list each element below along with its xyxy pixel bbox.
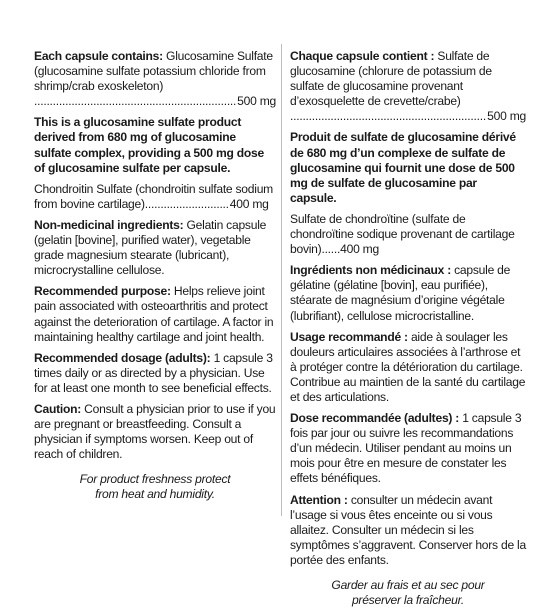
glucosamine-dose-line	[290, 109, 526, 124]
chondroitin-amount: 400 mg	[340, 242, 379, 257]
glucosamine-amount: 500 mg	[487, 109, 526, 124]
chondroitin-en: Chondroitin Sulfate (chondroitin sulfate sodium from bovine cartilage)...........................400 mg	[34, 181, 274, 211]
product-statement-en: This is a glucosamine sulfate product derived from 680 mg of glucosamine sulfate complex, providing a 500 mg dose of glucosamine sulfate per capsule.	[34, 115, 264, 175]
dosage-label: Dose recommandée (adultes) :	[290, 411, 460, 426]
english-column	[34, 49, 276, 503]
glucosamine-amount: 500 mg	[237, 94, 276, 109]
caution-fr: Attention : consulter un médecin avant l’usage si vous êtes enceinte ou si vous allaitez. Consulter un médecin si les symptômes s’aggravent. Conserver hors de la portée des enfants.	[290, 492, 526, 567]
caution-en: Caution: Consult a physician prior to use if you are pregnant or breastfeeding. Consult a physician if symptoms worsen. Keep out of reach of children.	[34, 401, 276, 462]
contains-text: Each capsule contains: Glucosamine Sulfate (glucosamine sulfate potassium chloride from shrimp/crab exoskeleton)	[34, 49, 273, 94]
caution-label: Attention :	[290, 492, 348, 507]
chondroitin-amount: 400 mg	[229, 196, 269, 211]
contains-text: Chaque capsule contient : Sulfate de glucosamine (chlorure de potassium de sulfate de glucosamine provenant d’exosquelette de crevette/crabe)	[290, 49, 492, 109]
nonmed-label: Non-medicinal ingredients:	[34, 217, 184, 232]
caution-label: Caution:	[34, 401, 82, 416]
purpose-label: Usage recommandé :	[290, 329, 408, 344]
medicinal-ingredients-en	[34, 49, 276, 109]
chondroitin-text: Sulfate de chondroïtine (sulfate de chondroïtine sodique provenant de cartilage bovin)	[290, 211, 515, 257]
dosage-label: Recommended dosage (adults):	[34, 350, 211, 365]
dosage-en: Recommended dosage (adults): 1 capsule 3 times daily or as directed by a physician. Use for at least one month to see beneficial effects.	[34, 350, 273, 395]
purpose-fr: Usage recommandé : aide à soulager les douleurs articulaires associées à l’arthrose et à protéger contre la détérioration du cartilage. Contribue au maintien de la santé du cartilage et des articulations.	[290, 329, 526, 404]
glucosamine-dose-line	[34, 94, 276, 109]
chondroitin-fr: Sulfate de chondroïtine (sulfate de chondroïtine sodique provenant de cartilage bovin)......400 mg	[290, 211, 515, 257]
nonmed-label: Ingrédients non médicinaux :	[290, 263, 451, 278]
product-statement-fr: Produit de sulfate de glucosamine dérivé de 680 mg d’un complexe de sulfate de glucosamine qui fournit une dose de 500 mg de sulfate de glucosamine par capsule.	[290, 130, 516, 205]
chondroitin-text: Chondroitin Sulfate (chondroitin sulfate sodium from bovine cartilage)	[34, 181, 274, 211]
purpose-label: Recommended purpose:	[34, 284, 171, 299]
contains-label: Each capsule contains:	[34, 49, 163, 63]
contains-label: Chaque capsule contient :	[290, 49, 435, 63]
storage-note-en: For product freshness protect from heat and humidity.	[79, 472, 231, 502]
purpose-en: Recommended purpose: Helps relieve joint pain associated with osteoarthritis and protect against the deterioration of cartilage. A factor in maintaining healthy cartilage and joint health.	[34, 284, 274, 344]
storage-note-fr: Garder au frais et au sec pour préserver la fraîcheur.	[331, 578, 485, 608]
nonmedicinal-en: Non-medicinal ingredients: Gelatin capsule (gelatin [bovine], purified water), vegetable grade magnesium stearate (lubricant), microcrystalline cellulose.	[34, 217, 267, 278]
column-divider	[281, 44, 282, 516]
medicinal-ingredients-fr	[290, 49, 526, 124]
french-column	[290, 49, 526, 608]
nonmedicinal-fr: Ingrédients non médicinaux : capsule de gélatine (gélatine [bovin], eau purifiée), stéarate de magnésium d’origine végétale (lubrifiant), cellulose microcristalline.	[290, 263, 511, 323]
dosage-fr: Dose recommandée (adultes) : 1 capsule 3 fois par jour ou suivre les recommandations d’un médecin. Utiliser pendant au moins un mois pour être en mesure de constater les effets bénéfiques.	[290, 411, 522, 486]
